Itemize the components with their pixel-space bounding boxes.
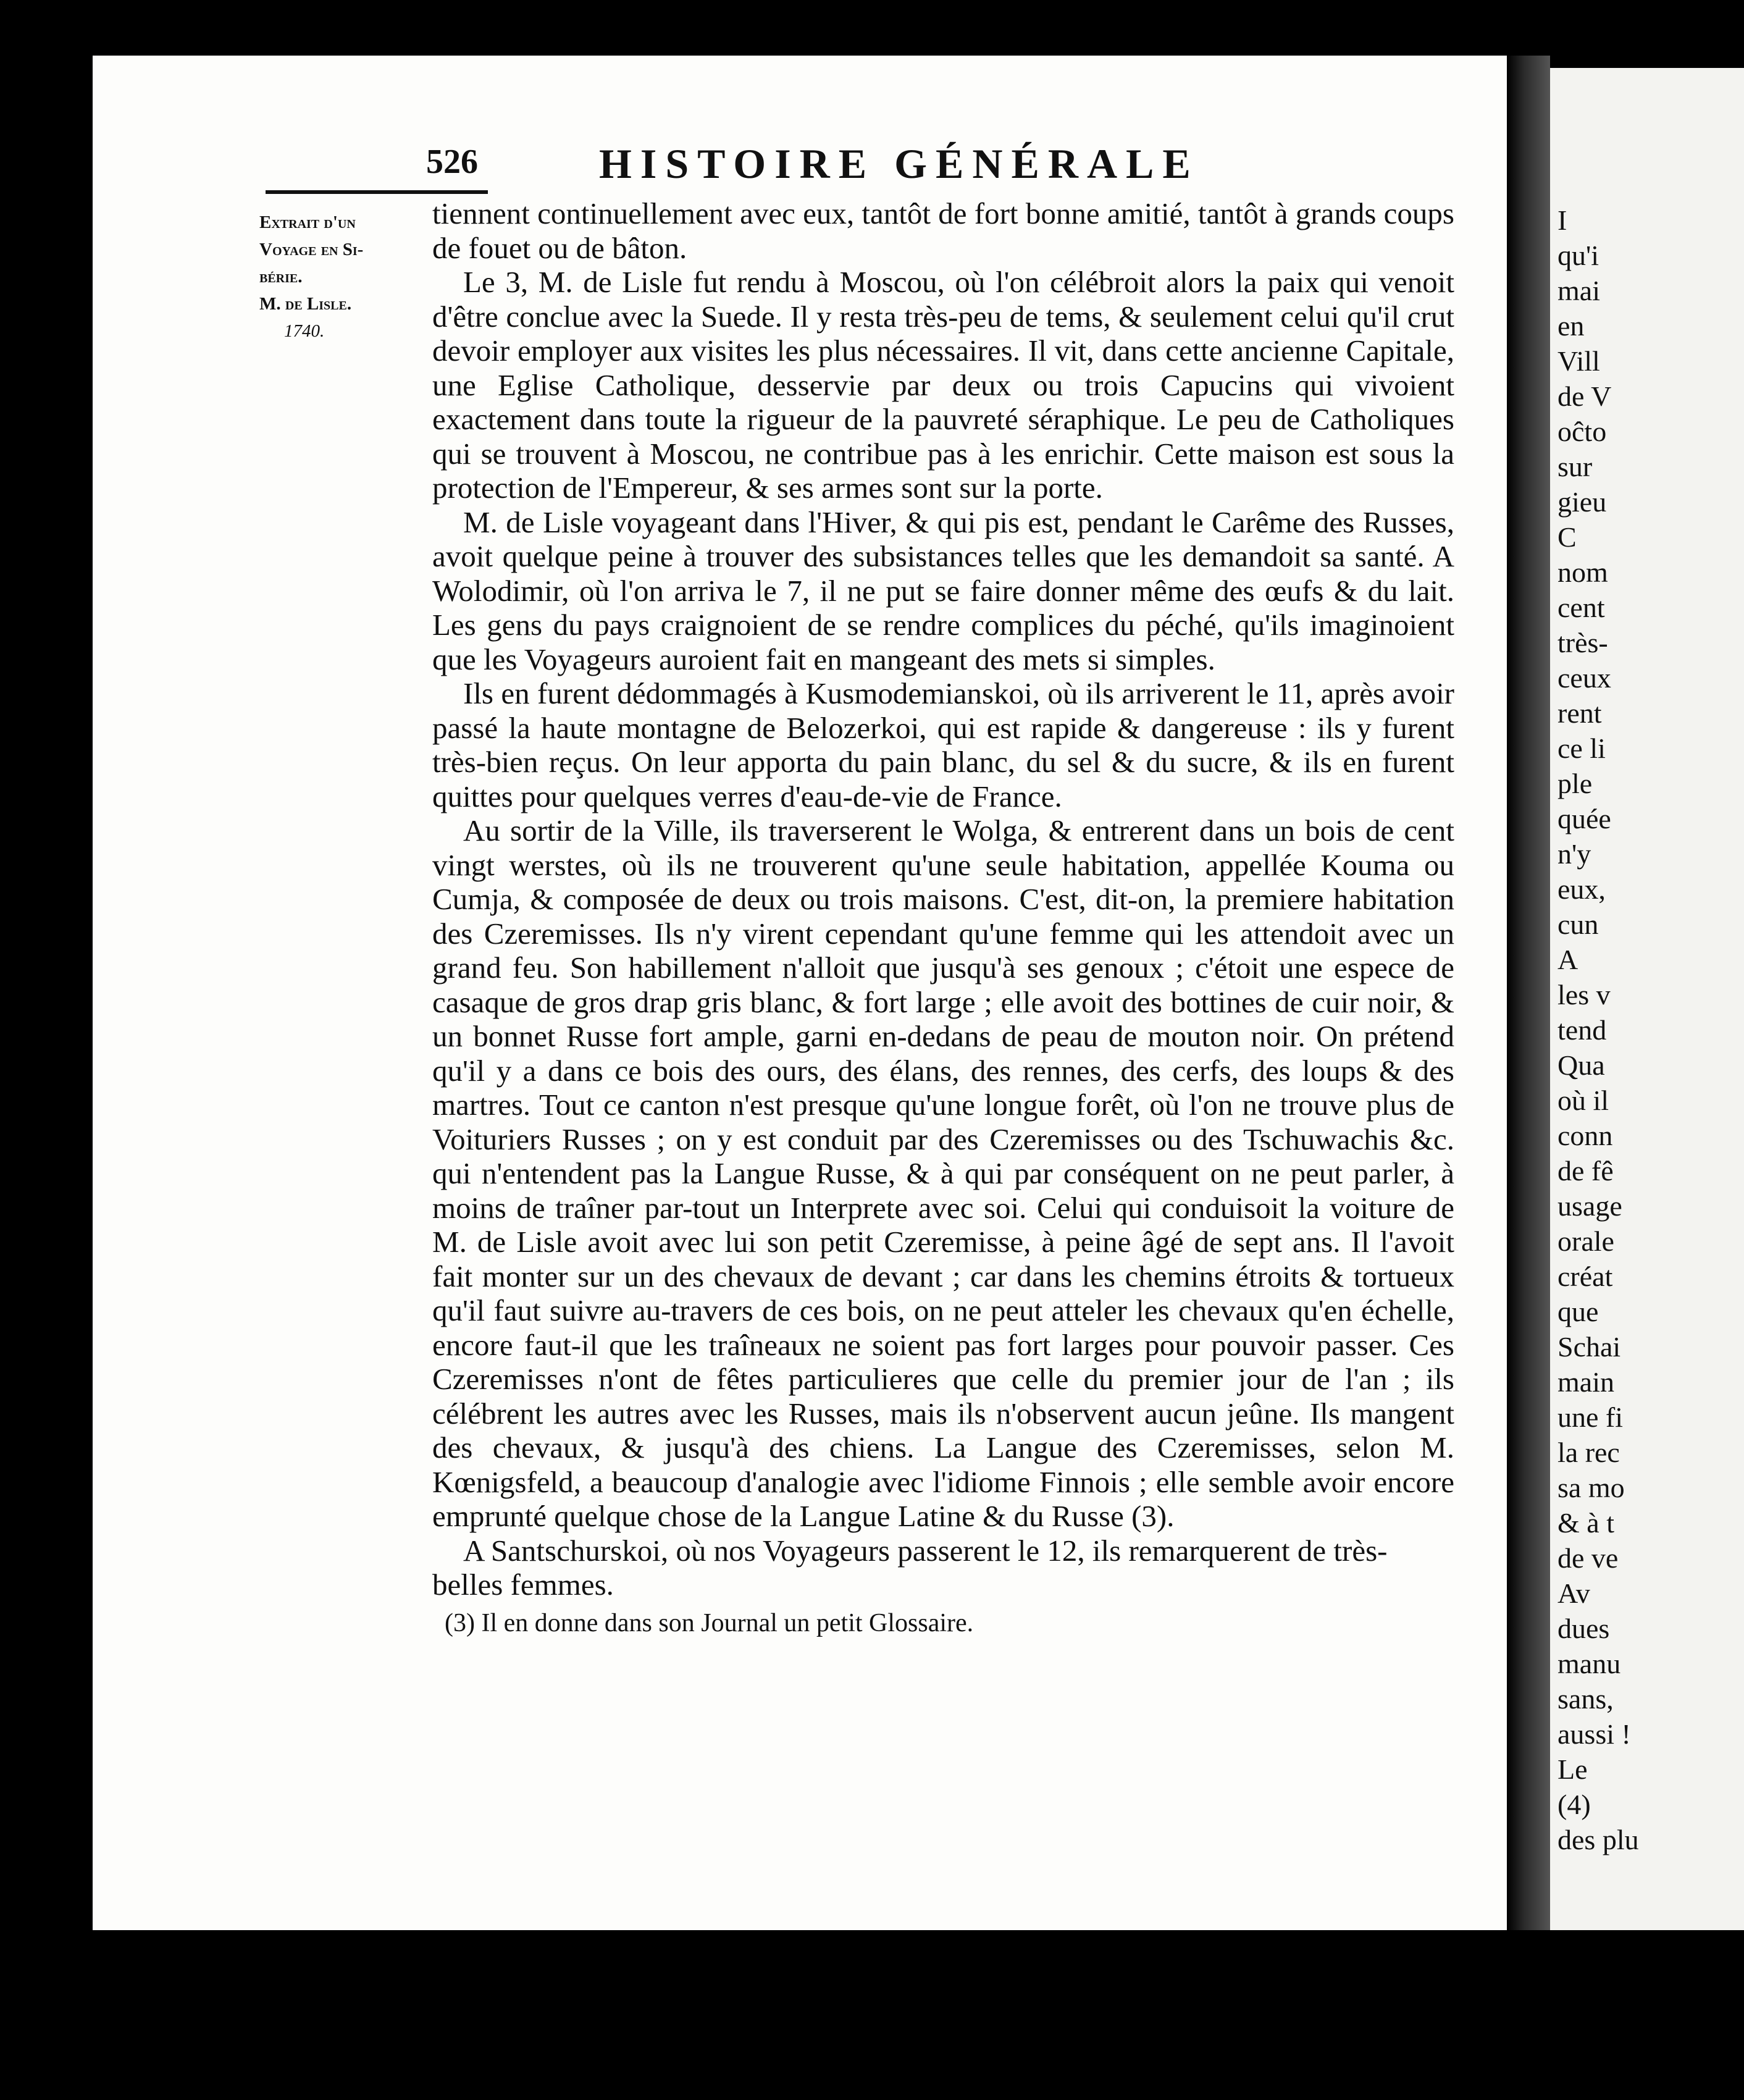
facing-page-line: A <box>1557 944 1578 975</box>
facing-page-line: Vill <box>1557 345 1600 377</box>
facing-page-line: nom <box>1557 556 1608 588</box>
paragraph: M. de Lisle voyageant dans l'Hiver, & qui pis est, pendant le Carême des Russes, avoit quelque peine à trouver des subsistances telles que les demandoit sa santé. A Wolodimir, où l'on arriva le 7, il ne put se faire donner même des œufs & du lait. Les gens du pays craignoient de se rendre complices du péché, qu'ils imaginoient que les Voyageurs auroient fait en mangeant des mets si simples. <box>432 505 1454 676</box>
facing-page-line: où il <box>1557 1085 1609 1116</box>
facing-page-line: sur <box>1557 451 1593 482</box>
paragraph: Le 3, M. de Lisle fut rendu à Moscou, où l'on célébroit alors la paix qui venoit d'être conclue avec la Suede. Il y resta très-peu de tems, & seulement celui qu'il crut devoir employer aux visites les plus nécessaires. Il vit, dans cette ancienne Capitale, une Eglise Catholique, desservie par deux ou trois Capucins qui vivoient exactement dans toute la rigueur de la pauvreté séraphique. Le peu de Catholiques qui se trouvent à Moscou, ne contribue pas à les enrichir. Cette maison est sous la protection de l'Empereur, & ses armes sont sur la porte. <box>432 265 1454 505</box>
facing-page-line: Le <box>1557 1754 1588 1785</box>
facing-page-line: main <box>1557 1366 1614 1398</box>
paragraph: tiennent continuellement avec eux, tantôt de fort bonne amitié, tantôt à grands coups de fouet ou de bâton. <box>432 196 1454 265</box>
paragraph: Ils en furent dédommagés à Kusmodemianskoi, où ils arriverent le 11, après avoir passé la haute montagne de Belozerkoi, qui est rapide & dangereuse : ils y furent très-bien reçus. On leur apporta du pain blanc, du sel & du sucre, & ils en furent quittes pour quelques verres d'eau-de-vie de France. <box>432 676 1454 813</box>
facing-page-line: aussi ! <box>1557 1718 1631 1750</box>
facing-page-line: sans, <box>1557 1683 1614 1715</box>
paragraph: A Santschurskoi, où nos Voyageurs passerent le 12, ils remarquerent de très-belles femmes. <box>432 1533 1388 1602</box>
facing-page-line: Qua <box>1557 1049 1605 1081</box>
facing-page-line: orale <box>1557 1225 1614 1257</box>
facing-page-line: de V <box>1557 380 1612 412</box>
facing-page-line: conn <box>1557 1120 1613 1151</box>
facing-page-line: & à t <box>1557 1507 1614 1539</box>
facing-page-line: de ve <box>1557 1542 1619 1574</box>
facing-page-line: tend <box>1557 1014 1607 1046</box>
facing-page-line: en <box>1557 310 1585 342</box>
facing-page-line: qu'i <box>1557 240 1599 271</box>
page-number: 526 <box>426 143 478 181</box>
book-gutter <box>1507 56 1550 1930</box>
facing-page-line: cent <box>1557 592 1605 623</box>
facing-page-line: très- <box>1557 627 1608 658</box>
facing-page-line: gieu <box>1557 486 1607 518</box>
facing-page-line: (4) <box>1557 1789 1591 1820</box>
facing-page-line: Av <box>1557 1577 1590 1609</box>
facing-page-line: les v <box>1557 979 1611 1010</box>
margin-note-year: 1740. <box>284 321 325 341</box>
facing-page-line: ple <box>1557 768 1593 799</box>
header-rule <box>266 190 488 194</box>
facing-page-line: eux, <box>1557 873 1606 905</box>
margin-note-line: Extrait d'un <box>259 212 356 232</box>
scan-border-bottom <box>0 1930 1744 2100</box>
footnote: (3) Il en donne dans son Journal un petit Glossaire. <box>445 1608 974 1637</box>
facing-page-line: que <box>1557 1296 1599 1327</box>
facing-page-line: dues <box>1557 1613 1610 1644</box>
facing-page-line: cun <box>1557 909 1599 940</box>
facing-page-line: C <box>1557 521 1577 553</box>
facing-page-line: n'y <box>1557 838 1591 870</box>
facing-page-line: usage <box>1557 1190 1622 1222</box>
scan-border <box>0 0 93 2100</box>
facing-page-line: la rec <box>1557 1437 1620 1468</box>
facing-page-line: ceux <box>1557 662 1611 694</box>
facing-page-line: manu <box>1557 1648 1621 1679</box>
facing-page-line: sa mo <box>1557 1472 1625 1503</box>
facing-page-fragment <box>1550 68 1744 1930</box>
paragraph: Au sortir de la Ville, ils traverserent le Wolga, & entrerent dans un bois de cent vingt werstes, où ils ne trouverent qu'une seule habitation, appellée Kouma ou Cumja, & composée de deux ou trois maisons. C'est, dit-on, la premiere habitation des Czeremisses. Ils n'y virent cependant qu'une femme qui les attendoit avec un grand feu. Son habillement n'alloit que jusqu'à ses genoux ; c'étoit une espece de casaque de gros drap gris blanc, & fort large ; elle avoit des bottines de cuir noir, & un bonnet Russe fort ample, garni en-dedans de peau de mouton noir. On prétend qu'il y a dans ce bois des ours, des élans, des rennes, des cerfs, des loups & des martres. Tout ce canton n'est presque qu'une longue forêt, où l'on ne trouve plus de Voituriers Russes ; on y est conduit par des Czeremisses ou des Tschuwachis &c. qui n'entendent pas la Langue Russe, & à qui par conséquent on ne peut parler, à moins de traîner par-tout un Interprete avec soi. Celui qui conduisoit la voiture de M. de Lisle avoit avec lui son petit Czeremisse, à peine âgé de sept ans. Il l'avoit fait monter sur un des chevaux de devant ; car dans les chemins étroits & tortueux qu'il faut suivre au-travers de ces bois, on ne peut atteler les chevaux qu'en échelle, encore faut-il que les traîneaux ne soient pas fort larges pour pouvoir passer. Ces Czeremisses n'ont de fêtes particulieres que celle du premier jour de l'an ; ils célébrent les autres avec les Russes, mais ils n'observent aucun jeûne. Ils mangent des chevaux, & jusqu'à des chiens. La Langue des Czeremisses, selon M. Kœnigsfeld, a beaucoup d'analogie avec l'idiome Finnois ; elle semble avoir encore emprunté quelque chose de la Langue Latine & du Russe (3). <box>432 813 1454 1533</box>
facing-page-line: de fê <box>1557 1155 1614 1186</box>
page-header <box>426 142 1507 198</box>
facing-page-line: ce li <box>1557 733 1606 764</box>
margin-note-line: bérie. <box>259 267 303 287</box>
facing-page-line: des plu <box>1557 1824 1639 1855</box>
facing-page-line: Schai <box>1557 1331 1621 1363</box>
facing-page-line: créat <box>1557 1261 1613 1292</box>
running-title: HISTOIRE GÉNÉRALE <box>599 140 1199 187</box>
body-text <box>432 196 1454 1639</box>
facing-page-line: I <box>1557 204 1567 236</box>
facing-page-line: quée <box>1557 803 1611 834</box>
margin-note-line: Voyage en Si- <box>259 240 364 259</box>
margin-note-author: M. de Lisle. <box>259 294 352 314</box>
facing-page-line: mai <box>1557 275 1600 306</box>
facing-page-line: oĉto <box>1557 416 1607 447</box>
facing-page-line: une fi <box>1557 1401 1624 1433</box>
facing-page-line: rent <box>1557 697 1602 729</box>
book-page <box>93 56 1507 1930</box>
